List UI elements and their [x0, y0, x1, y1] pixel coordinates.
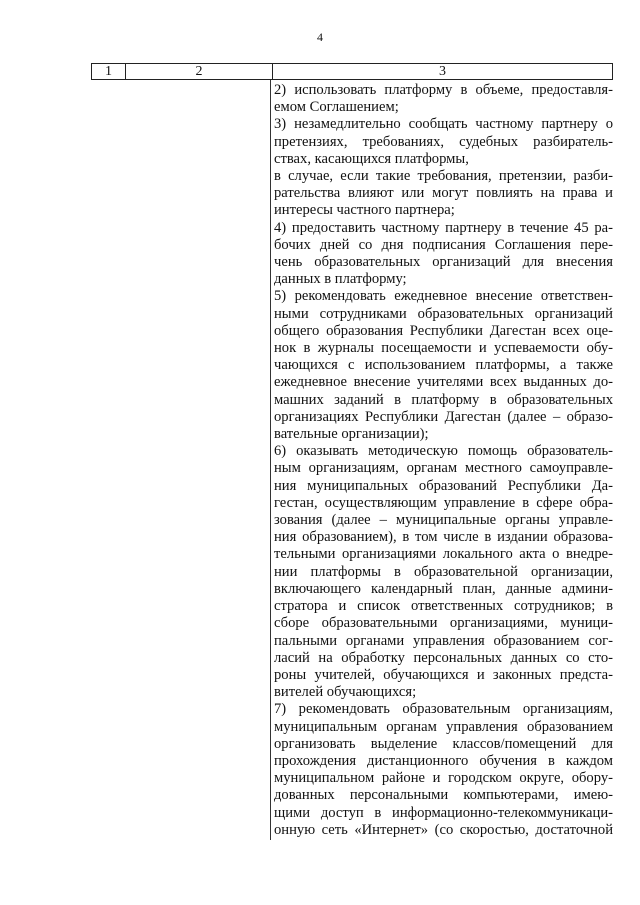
text-line: гестан, осуществляющим управление в сфере обра- — [274, 494, 613, 511]
table-body — [91, 80, 613, 840]
text-line: рательства влияют или могут повлиять на права и — [274, 185, 613, 202]
text-line: бочих дней со дня подписания Соглашения пере- — [274, 236, 613, 253]
text-line: 4) предоставить частному партнеру в течение 45 ра- — [274, 219, 613, 236]
text-line: пальными органами управления образованием сог- — [274, 632, 613, 649]
text-line: претензиях, требованиях, судебных разбиратель- — [274, 133, 613, 150]
text-line: 2) использовать платформу в объеме, предоставля- — [274, 82, 613, 98]
text-line: включающего календарный план, данные админи- — [274, 580, 613, 597]
column-header-2: 2 — [126, 64, 273, 79]
text-line: муниципальном районе и городском округе, обору- — [274, 770, 613, 787]
text-line: ния образованием), в том числе в издании образова- — [274, 529, 613, 546]
text-line: 7) рекомендовать образовательным организациям, — [274, 701, 613, 718]
text-line: зования (далее – муниципальные органы управле- — [274, 512, 613, 529]
text-line: ным организациям, органам местного самоуправле- — [274, 460, 613, 477]
text-line: общего образования Республики Дагестан всех оце- — [274, 322, 613, 339]
text-line: роны учителей, обучающихся и законных предста- — [274, 666, 613, 683]
table-header-row — [91, 63, 613, 80]
text-line: прохождения дистанционного обучения в каждом — [274, 752, 613, 769]
text-line: ными сотрудниками образовательных организаций — [274, 305, 613, 322]
text-line: ния муниципальных образований Республики Да- — [274, 477, 613, 494]
text-line: сборе образовательными организациями, муници- — [274, 615, 613, 632]
text-line: муниципальным органам управления образованием — [274, 718, 613, 735]
text-line: вителей обучающихся; — [274, 684, 417, 701]
text-line: ежедневное внесение учителями всех выданных до- — [274, 374, 613, 391]
page-number: 4 — [317, 30, 323, 44]
text-line: нок в журналы посещаемости и успеваемости обу- — [274, 340, 613, 357]
column-divider — [270, 80, 271, 840]
text-line: дованных персональными компьютерами, имею- — [274, 787, 613, 804]
text-line: нии платформы в образовательной организации, — [274, 563, 613, 580]
text-line: стратора и список ответственных сотрудников; в — [274, 598, 613, 615]
text-line: организовать выделение классов/помещений для — [274, 735, 613, 752]
text-line: в случае, если такие требования, претензии, разби- — [274, 168, 613, 185]
column-3-text — [274, 82, 613, 839]
text-line: вательные организации); — [274, 426, 429, 443]
text-line: интересы частного партнера; — [274, 202, 455, 219]
column-header-3: 3 — [439, 64, 446, 79]
text-line: ласий на обработку персональных данных со сто- — [274, 649, 613, 666]
text-line: щими доступ в информационно-телекоммуникаци- — [274, 804, 613, 821]
text-line: онную сеть «Интернет» (со скоростью, достаточной — [274, 821, 613, 838]
text-line: машних заданий в платформу в образовательных — [274, 391, 613, 408]
document-table — [91, 63, 613, 840]
text-line: ствах, касающихся платформы, — [274, 150, 469, 167]
text-line: 6) оказывать методическую помощь образователь- — [274, 443, 613, 460]
text-line: 3) незамедлительно сообщать частному партнеру о — [274, 116, 613, 133]
text-line: 5) рекомендовать ежедневное внесение ответствен- — [274, 288, 613, 305]
column-header-1: 1 — [92, 64, 126, 79]
text-line: тельными организациями локального акта о внедре- — [274, 546, 613, 563]
text-line: данных в платформу; — [274, 271, 407, 288]
text-line: емом Соглашением; — [274, 99, 399, 116]
text-line: чень образовательных организаций для внесения — [274, 254, 613, 271]
text-line: организациях Республики Дагестан (далее – образо- — [274, 408, 613, 425]
text-line: чающихся с использованием платформы, а также — [274, 357, 613, 374]
